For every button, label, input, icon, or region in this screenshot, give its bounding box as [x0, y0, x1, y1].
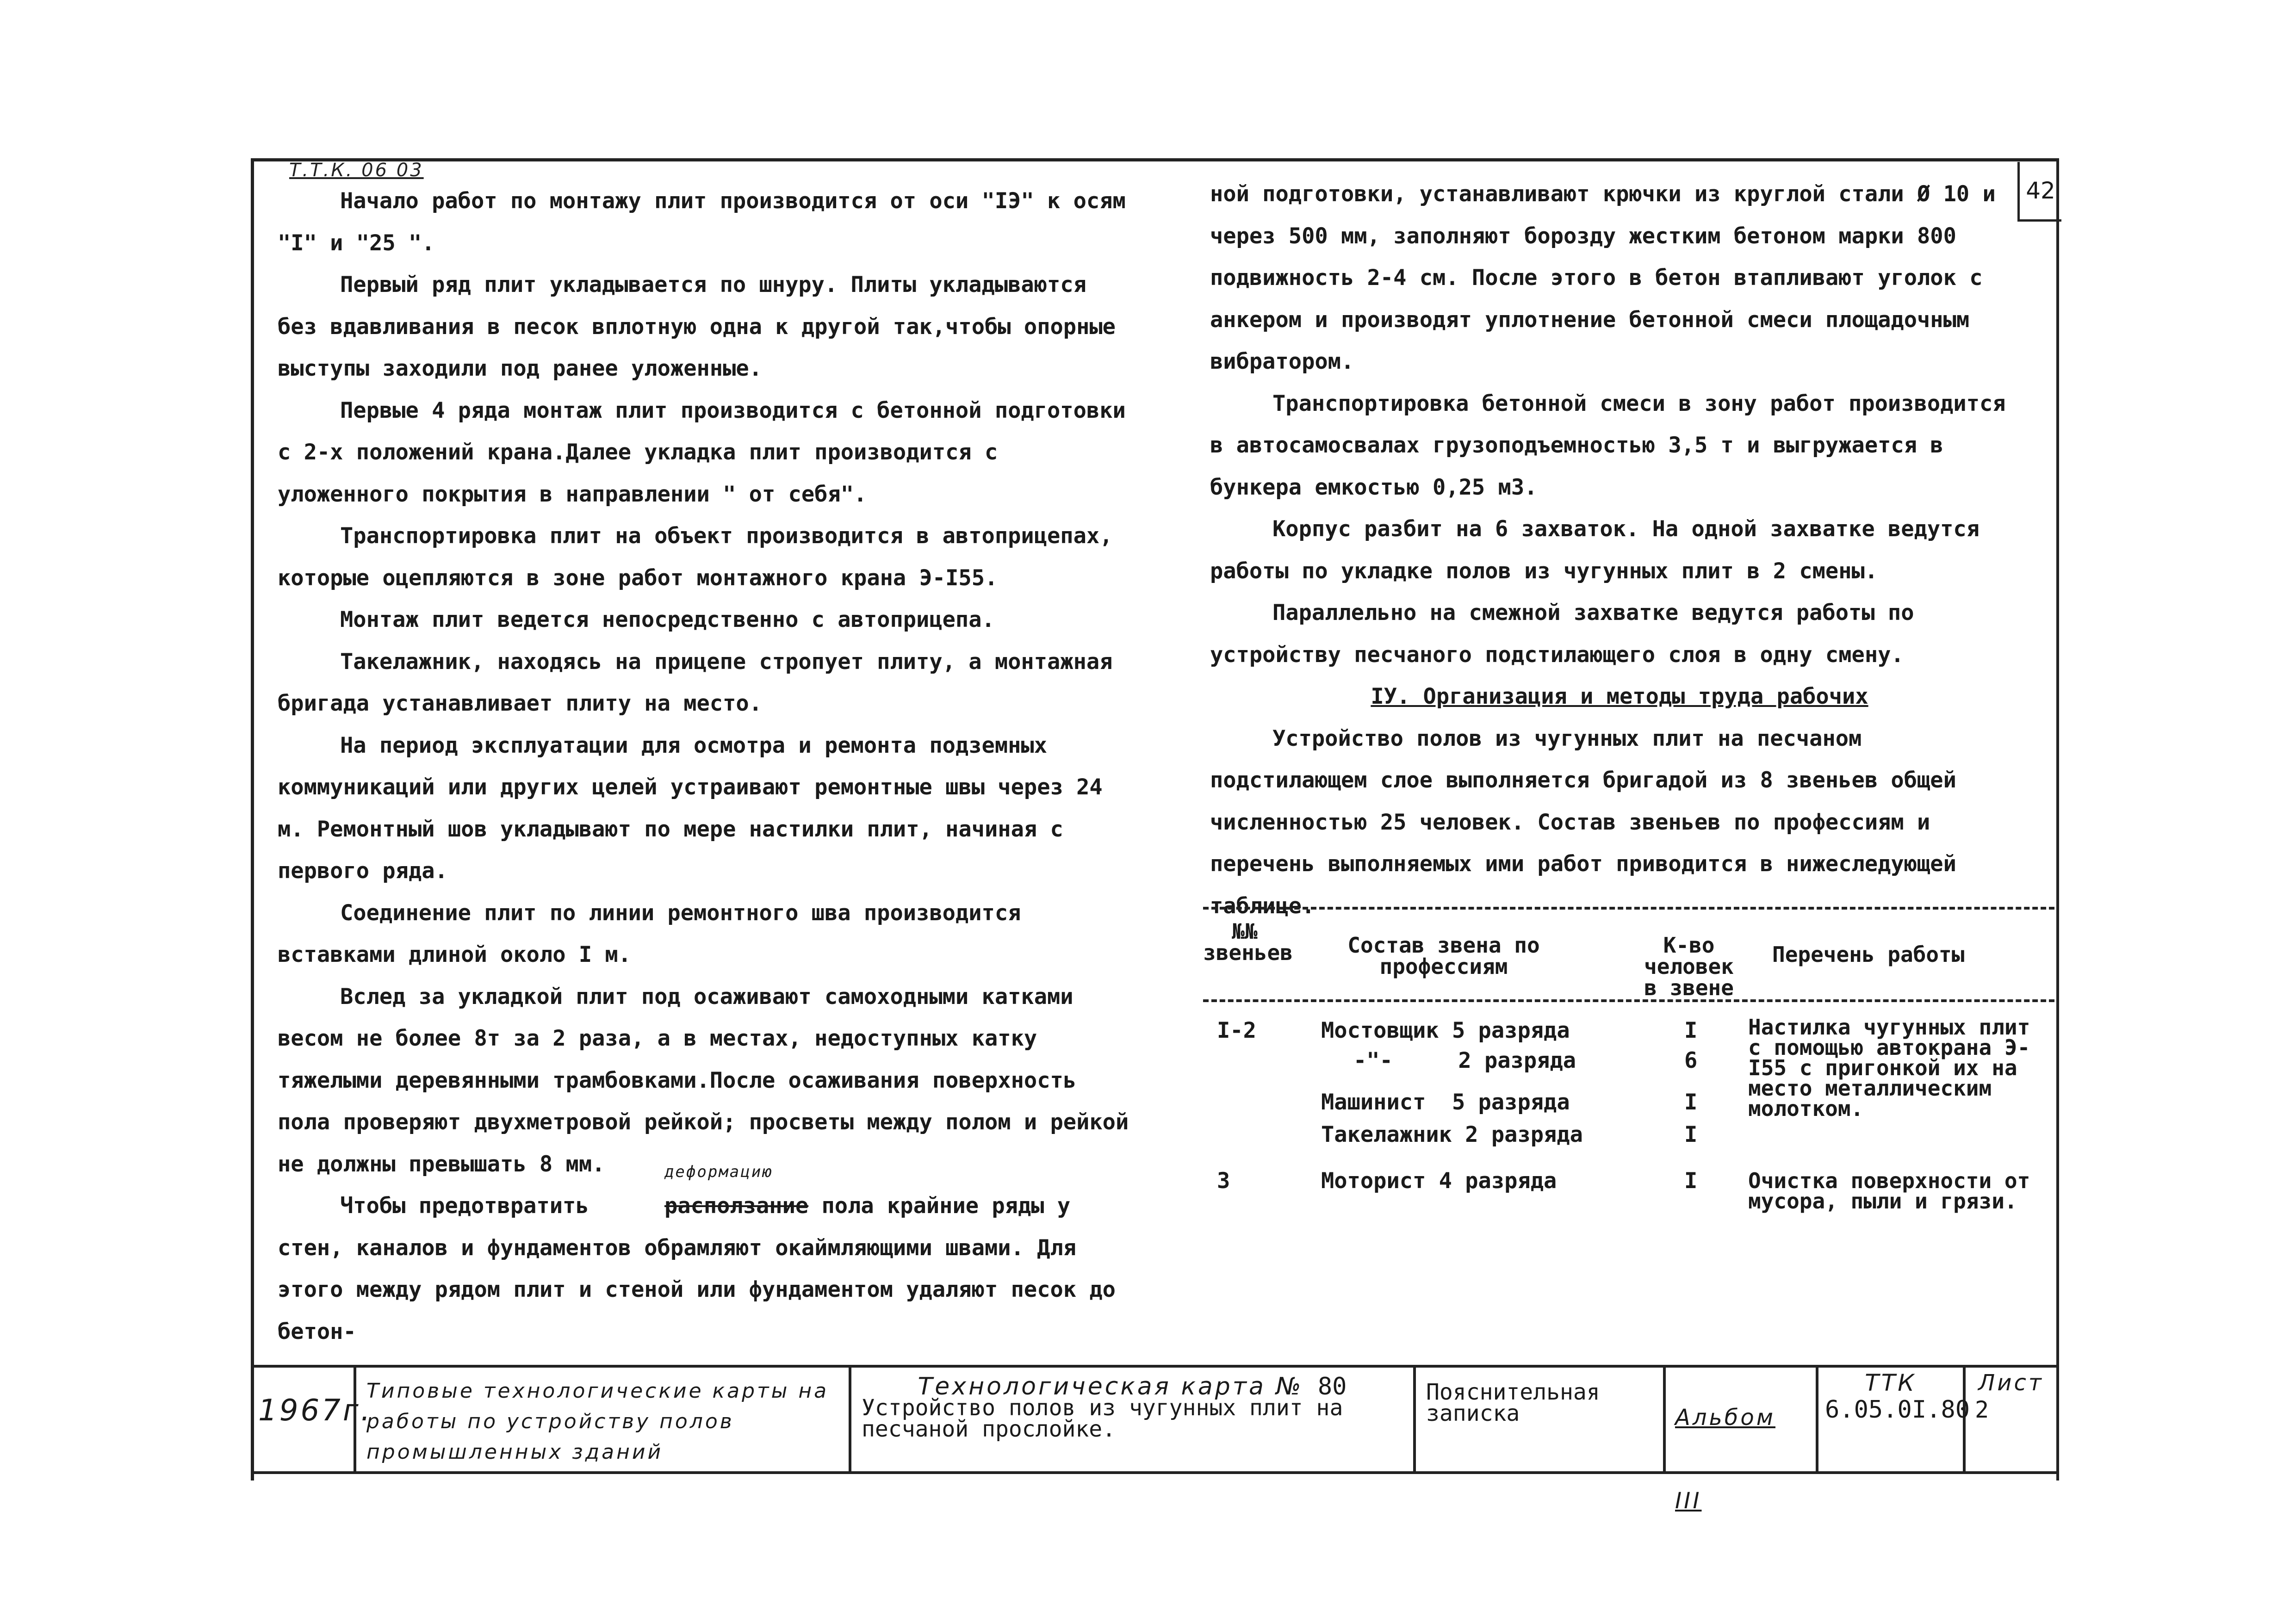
ttk-code: 6.05.0I.80	[1825, 1396, 1970, 1424]
album-cell	[1666, 1368, 1818, 1514]
text: пола крайние ряды у стен, каналов и фундаментов обрамляют окаймляющими швами. Для этого между рядом плит и стеной или фундаментом удаляют песок до бетон-	[278, 1193, 1116, 1344]
member-role: Машинист 5 разряда	[1321, 1090, 1570, 1115]
paragraph: Первый ряд плит укладывается по шнуру. Плиты укладываются без вдавливания в песок вплотную одна к другой так,чтобы опорные выступы заходили под ранее уложенные.	[278, 272, 1116, 381]
member-role: Мостовщик 5 разряда	[1321, 1018, 1570, 1043]
sheet-number: 2	[1975, 1396, 1989, 1423]
paragraph: Соединение плит по линии ремонтного шва производится вставками длиной около I м.	[278, 900, 1021, 967]
row-no: 3	[1217, 1168, 1230, 1194]
paragraph: Вслед за укладкой плит под осаживают самоходными катками весом не более 8т за 2 раза, а в местах, недоступных катку тяжелыми деревянными трамбовками.После осаживания поверхность пола проверяют двухметровой рейкой; просветы между полом и рейкой не должны превышать 8 мм.	[278, 984, 1129, 1177]
header-work: Перечень работы	[1772, 942, 1965, 967]
page-number: 42	[2017, 162, 2061, 222]
member-role: -"- 2 разряда	[1353, 1048, 1576, 1073]
left-column	[278, 180, 1138, 1353]
paragraph: Устройство полов из чугунных плит на песчаном подстилающем слое выполняется бригадой из 8 звеньев общей численностью 25 человек. Состав звеньев по профессиям и перечень выполняемых ими работ приводится в нижеследующей таблице.	[1210, 725, 1956, 919]
paragraph: Транспортировка бетонной смеси в зону работ производится в автосамосвалах грузоподъемностью 3,5 т и выгружается в бункера емкостью 0,25 м3.	[1210, 390, 2006, 500]
paragraph-with-correction	[278, 1163, 1138, 1353]
table-rule	[1203, 907, 2054, 910]
correction-word: деформацию	[664, 1163, 773, 1181]
ttk-cell	[1818, 1368, 1970, 1471]
card-subject: Устройство полов из чугунных плит на песчаной прослойке.	[862, 1395, 1343, 1442]
member-count: I	[1684, 1090, 1698, 1115]
member-role: Такелажник 2 разряда	[1321, 1122, 1583, 1147]
member-count: I	[1684, 1122, 1698, 1147]
paragraph: Начало работ по монтажу плит производится от оси "IЭ" к осям "I" и "25 ".	[278, 188, 1126, 256]
header-no: №№ звеньев	[1203, 919, 1293, 965]
row-no: I-2	[1217, 1018, 1256, 1043]
section-heading: IУ. Организация и методы труда рабочих	[1371, 684, 1868, 709]
card-label: Технологическая карта №	[918, 1373, 1303, 1400]
year-cell	[254, 1368, 372, 1471]
sheet-cell	[1966, 1368, 2056, 1471]
right-column	[1210, 173, 2029, 927]
series-cell	[356, 1368, 851, 1471]
paragraph: Транспортировка плит на объект производится в автоприцепах, которые оцепляются в зоне работ монтажного крана Э-I55.	[278, 523, 1113, 591]
card-cell	[851, 1368, 1416, 1471]
paragraph: На период эксплуатации для осмотра и ремонта подземных коммуникаций или других целей устраивают ремонтные швы через 24 м. Ремонтный шов укладывают по мере настилки плит, начиная с первого ряда.	[278, 732, 1103, 884]
row-work: Настилка чугунных плит с помощью автокрана Э-I55 с пригонкой их на место металлическим молотком.	[1748, 1015, 2030, 1121]
ttk-mark: Т.Т.К. 06 03	[289, 160, 424, 181]
header-count: К-во человек в звене	[1644, 933, 1734, 1000]
paragraph: ной подготовки, устанавливают крючки из круглой стали Ø 10 и через 500 мм, заполняют борозду жестким бетоном марки 800 подвижность 2-4 см. После этого в бетон втапливают уголок с анкером и производят уплотнение бетонной смеси площадочным вибратором.	[1210, 181, 1996, 374]
paragraph: Такелажник, находясь на прицепе стропует плиту, а монтажная бригада устанавливает плиту на место.	[278, 649, 1113, 716]
paragraph: Монтаж плит ведется непосредственно с автоприцепа.	[340, 607, 995, 632]
paragraph: Параллельно на смежной захватке ведутся работы по устройству песчаного подстилающего слоя в одну смену.	[1210, 600, 1914, 668]
row-work: Очистка поверхности от мусора, пыли и грязи.	[1748, 1168, 2030, 1214]
year: 1967г.	[258, 1394, 372, 1428]
doc-type-cell	[1416, 1368, 1666, 1471]
member-role: Моторист 4 разряда	[1321, 1168, 1557, 1194]
struck-word: расползание	[664, 1193, 809, 1219]
paragraph: Корпус разбит на 6 захваток. На одной захватке ведутся работы по укладке полов из чугунных плит в 2 смены.	[1210, 516, 1980, 584]
card-title	[862, 1373, 1403, 1400]
album: Альбом III	[1675, 1405, 1775, 1514]
member-count: I	[1684, 1168, 1698, 1194]
paragraph: Первые 4 ряда монтаж плит производится с бетонной подготовки с 2-х положений крана.Далее укладка плит производится с уложенного покрытия в направлении " от себя".	[278, 397, 1126, 507]
sheet-label: Лист	[1978, 1370, 2044, 1396]
header-composition: Состав звена по профессиям	[1347, 933, 1540, 979]
text: Чтобы предотвратить	[340, 1193, 602, 1219]
member-count: 6	[1684, 1048, 1698, 1073]
doc-type: Пояснительная записка	[1426, 1379, 1600, 1426]
table-rule	[1203, 999, 2054, 1002]
title-block	[251, 1365, 2059, 1514]
card-number: 80	[1317, 1373, 1347, 1400]
series-title: Типовые технологические карты на работы по устройству полов промышленных зданий	[366, 1379, 829, 1464]
handwritten-correction	[602, 1163, 809, 1227]
ttk-label: ТТК	[1865, 1369, 1917, 1396]
member-count: I	[1684, 1018, 1698, 1043]
